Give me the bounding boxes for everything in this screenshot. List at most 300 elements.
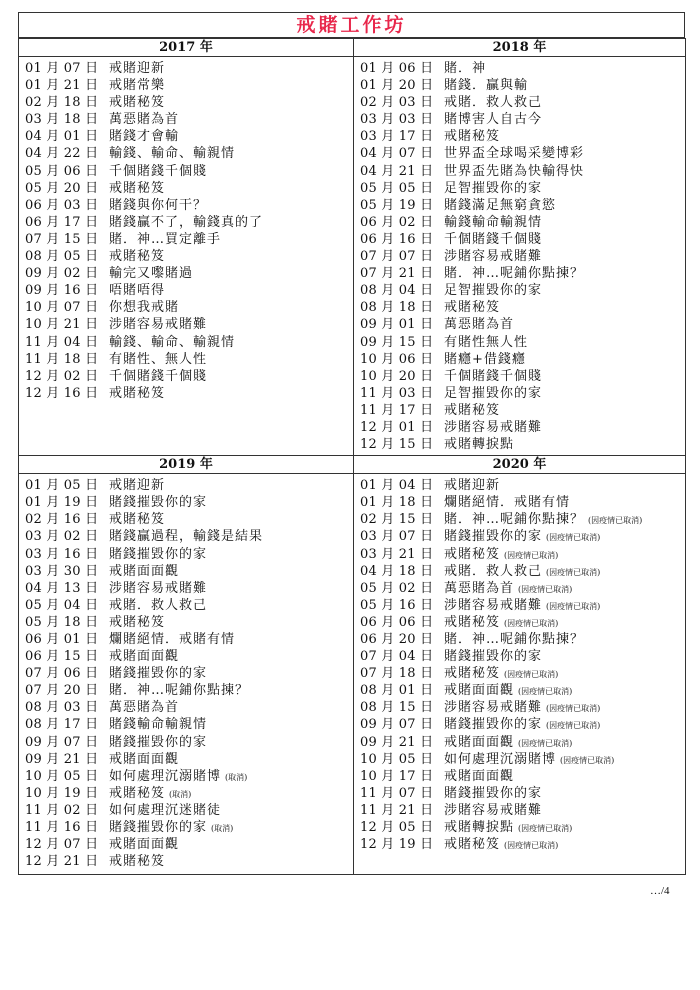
session-note: (取消) xyxy=(211,824,234,834)
session-row xyxy=(25,511,353,528)
session-row xyxy=(25,231,353,248)
session-row xyxy=(25,197,353,214)
session-topic: 千個賭錢千個賤 xyxy=(109,368,208,384)
session-row xyxy=(360,334,685,351)
session-note: (取消) xyxy=(169,789,192,799)
session-row xyxy=(25,368,353,385)
session-date: 11 月 07 日 xyxy=(360,785,434,801)
session-date: 12 月 07 日 xyxy=(25,837,99,853)
session-topic: 有賭性、無人性 xyxy=(109,351,208,367)
session-date: 04 月 01 日 xyxy=(25,129,99,145)
session-topic: 戒賭秘笈 xyxy=(109,95,166,111)
session-row xyxy=(25,94,353,111)
session-topic: 賭．神…買定離手 xyxy=(109,231,222,247)
session-topic: 戒賭迎新 xyxy=(444,478,501,494)
session-row xyxy=(360,60,685,77)
session-row xyxy=(360,648,685,665)
session-topic: 足智摧毀你的家 xyxy=(444,180,543,196)
session-topic: 戒賭面面觀 xyxy=(109,649,180,665)
session-row xyxy=(360,436,685,453)
session-row xyxy=(25,477,353,494)
session-row xyxy=(360,111,685,128)
session-row xyxy=(360,682,685,699)
grid-row-top xyxy=(19,39,686,456)
session-topic: 賭．神 xyxy=(444,61,487,76)
session-date: 08 月 17 日 xyxy=(25,717,99,733)
session-date: 04 月 21 日 xyxy=(360,163,434,179)
session-row xyxy=(360,128,685,145)
session-topic: 戒賭秘笈 xyxy=(109,785,166,801)
session-date: 12 月 05 日 xyxy=(360,820,434,836)
session-date: 01 月 05 日 xyxy=(25,478,99,494)
session-list xyxy=(19,57,353,404)
session-row xyxy=(360,402,685,419)
session-row xyxy=(360,699,685,716)
session-date: 01 月 19 日 xyxy=(25,495,99,511)
session-date: 07 月 20 日 xyxy=(25,683,99,699)
session-date: 07 月 07 日 xyxy=(360,249,434,265)
session-note: (因疫情已取消) xyxy=(504,841,559,851)
session-date: 04 月 13 日 xyxy=(25,580,99,596)
session-topic: 輸錢、輸命、輸親情 xyxy=(109,334,236,350)
session-date: 03 月 21 日 xyxy=(360,546,434,562)
session-row xyxy=(360,368,685,385)
session-date: 08 月 05 日 xyxy=(25,249,99,265)
session-topic: 戒賭．救人救己 xyxy=(109,597,208,613)
year-block-2017 xyxy=(19,39,354,456)
year-heading: 2017 年 xyxy=(19,39,353,57)
session-row xyxy=(25,128,353,145)
session-date: 07 月 15 日 xyxy=(25,231,99,247)
session-topic: 賭．神…呢鋪你點揀？ xyxy=(444,266,585,282)
session-note: (取消) xyxy=(225,772,248,782)
session-note: (因疫情已取消) xyxy=(546,533,601,543)
session-date: 10 月 07 日 xyxy=(25,300,99,316)
session-date: 09 月 21 日 xyxy=(25,751,99,767)
session-date: 06 月 16 日 xyxy=(360,231,434,247)
year-block-2020 xyxy=(354,456,686,875)
session-date: 05 月 18 日 xyxy=(25,614,99,630)
session-topic: 賭錢摧毀你的家 xyxy=(444,529,543,545)
session-row xyxy=(360,802,685,819)
session-topic: 戒賭秘笈 xyxy=(444,546,501,562)
session-date: 05 月 02 日 xyxy=(360,580,434,596)
session-topic: 世界盃全球喝采變博彩 xyxy=(444,146,585,162)
session-topic: 爛賭絕情．戒賭有情 xyxy=(444,495,571,511)
session-date: 09 月 15 日 xyxy=(360,334,434,350)
session-date: 06 月 17 日 xyxy=(25,214,99,230)
session-date: 11 月 16 日 xyxy=(25,820,99,836)
session-topic: 賭錢才會輸 xyxy=(109,129,180,145)
session-row xyxy=(25,299,353,316)
session-topic: 賭錢輸命輸親情 xyxy=(109,717,208,733)
session-date: 11 月 17 日 xyxy=(360,402,434,418)
session-date: 07 月 06 日 xyxy=(25,666,99,682)
session-date: 05 月 19 日 xyxy=(360,197,434,213)
year-heading: 2018 年 xyxy=(354,39,685,57)
session-row xyxy=(360,785,685,802)
session-row xyxy=(25,716,353,733)
session-note: (因疫情已取消) xyxy=(518,584,573,594)
session-topic: 賭．神…呢鋪你點揀？ xyxy=(444,632,585,647)
session-row xyxy=(360,214,685,231)
session-row xyxy=(360,231,685,248)
year-heading: 2020 年 xyxy=(354,456,685,474)
session-date: 01 月 07 日 xyxy=(25,61,99,76)
session-date: 07 月 18 日 xyxy=(360,666,434,682)
session-row xyxy=(25,819,353,836)
session-topic: 有賭性無人性 xyxy=(444,334,529,350)
session-row xyxy=(360,265,685,282)
session-topic: 萬惡賭為首 xyxy=(109,112,180,128)
session-topic: 戒賭秘笈 xyxy=(444,129,501,145)
session-topic: 戒賭秘笈 xyxy=(444,666,501,682)
session-list xyxy=(354,474,685,855)
session-topic: 賭錢滿足無窮貪慾 xyxy=(444,197,557,213)
session-date: 10 月 17 日 xyxy=(360,768,434,784)
session-row xyxy=(25,614,353,631)
session-topic: 戒賭面面觀 xyxy=(444,768,515,784)
session-topic: 世界盃先賭為快輸得快 xyxy=(444,163,585,179)
session-topic: 賭錢贏不了，輸錢真的了 xyxy=(109,214,264,230)
session-date: 07 月 21 日 xyxy=(360,266,434,282)
session-date: 12 月 19 日 xyxy=(360,837,434,853)
session-topic: 涉賭容易戒賭難 xyxy=(444,419,543,435)
session-topic: 戒賭秘笈 xyxy=(109,614,166,630)
session-row xyxy=(360,597,685,614)
session-date: 08 月 03 日 xyxy=(25,700,99,716)
session-date: 01 月 06 日 xyxy=(360,61,434,76)
session-row xyxy=(25,734,353,751)
session-row xyxy=(360,419,685,436)
session-topic: 涉賭容易戒賭難 xyxy=(109,317,208,333)
session-date: 02 月 03 日 xyxy=(360,95,434,111)
session-date: 08 月 15 日 xyxy=(360,700,434,716)
session-date: 09 月 16 日 xyxy=(25,283,99,299)
session-date: 11 月 21 日 xyxy=(360,802,434,818)
session-row xyxy=(25,802,353,819)
session-row xyxy=(360,819,685,836)
session-row xyxy=(25,145,353,162)
session-topic: 賭錢贏過程，輸錢是結果 xyxy=(109,529,264,545)
session-date: 11 月 18 日 xyxy=(25,351,99,367)
session-date: 09 月 21 日 xyxy=(360,734,434,750)
session-row xyxy=(25,60,353,77)
schedule-grid xyxy=(18,38,686,875)
session-topic: 輸完又嚟賭過 xyxy=(109,266,194,282)
session-topic: 足智摧毀你的家 xyxy=(444,385,543,401)
session-date: 12 月 21 日 xyxy=(25,854,99,870)
session-topic: 賭錢摧毀你的家 xyxy=(109,666,208,682)
session-row xyxy=(360,316,685,333)
session-topic: 涉賭容易戒賭難 xyxy=(444,249,543,265)
session-date: 09 月 01 日 xyxy=(360,317,434,333)
session-row xyxy=(360,528,685,545)
session-row xyxy=(360,77,685,94)
session-row xyxy=(25,768,353,785)
session-row xyxy=(360,163,685,180)
session-row xyxy=(25,853,353,870)
session-row xyxy=(25,111,353,128)
session-topic: 戒賭．救人救己 xyxy=(444,563,543,579)
session-topic: 戒賭秘笈 xyxy=(444,837,501,853)
session-row xyxy=(25,648,353,665)
session-date: 03 月 17 日 xyxy=(360,129,434,145)
session-note: (因疫情已取消) xyxy=(546,567,601,577)
session-topic: 涉賭容易戒賭難 xyxy=(444,802,543,818)
session-topic: 萬惡賭為首 xyxy=(109,700,180,716)
session-row xyxy=(25,699,353,716)
session-topic: 戒賭秘笈 xyxy=(444,614,501,630)
session-topic: 戒賭面面觀 xyxy=(444,683,515,699)
session-date: 09 月 02 日 xyxy=(25,266,99,282)
session-row xyxy=(360,145,685,162)
session-date: 03 月 16 日 xyxy=(25,546,99,562)
session-date: 05 月 04 日 xyxy=(25,597,99,613)
year-heading: 2019 年 xyxy=(19,456,353,474)
year-block-2018 xyxy=(354,39,686,456)
session-row xyxy=(360,580,685,597)
session-topic: 賭錢與你何干？ xyxy=(109,197,208,213)
session-row xyxy=(25,351,353,368)
session-topic: 戒賭面面觀 xyxy=(444,734,515,750)
session-row xyxy=(360,716,685,733)
session-row xyxy=(360,385,685,402)
session-row xyxy=(360,511,685,528)
session-date: 03 月 18 日 xyxy=(25,112,99,128)
session-topic: 涉賭容易戒賭難 xyxy=(444,700,543,716)
session-topic: 如何處理沉迷賭徒 xyxy=(109,802,222,818)
session-row xyxy=(360,248,685,265)
session-date: 11 月 03 日 xyxy=(360,385,434,401)
session-topic: 戒賭面面觀 xyxy=(109,563,180,579)
session-date: 12 月 15 日 xyxy=(360,437,434,453)
session-date: 01 月 21 日 xyxy=(25,78,99,94)
session-date: 03 月 03 日 xyxy=(360,112,434,128)
session-row xyxy=(25,682,353,699)
session-topic: 足智摧毀你的家 xyxy=(444,283,543,299)
session-date: 06 月 02 日 xyxy=(360,214,434,230)
session-date: 04 月 07 日 xyxy=(360,146,434,162)
session-date: 10 月 21 日 xyxy=(25,317,99,333)
session-topic: 萬惡賭為首 xyxy=(444,580,515,596)
session-row xyxy=(25,316,353,333)
session-date: 10 月 20 日 xyxy=(360,368,434,384)
session-list xyxy=(19,474,353,872)
session-row xyxy=(360,734,685,751)
session-topic: 爛賭絕情．戒賭有情 xyxy=(109,632,236,647)
session-topic: 賭錢摧毀你的家 xyxy=(444,717,543,733)
session-topic: 賭錢摧毀你的家 xyxy=(109,820,208,836)
session-date: 05 月 06 日 xyxy=(25,163,99,179)
session-date: 12 月 02 日 xyxy=(25,368,99,384)
session-row xyxy=(360,282,685,299)
session-row xyxy=(25,563,353,580)
session-row xyxy=(25,836,353,853)
session-row xyxy=(360,477,685,494)
grid-row-bottom xyxy=(19,456,686,875)
session-date: 02 月 15 日 xyxy=(360,512,434,528)
session-topic: 涉賭容易戒賭難 xyxy=(444,597,543,613)
session-date: 01 月 18 日 xyxy=(360,495,434,511)
session-date: 05 月 05 日 xyxy=(360,180,434,196)
session-row xyxy=(25,528,353,545)
session-row xyxy=(360,94,685,111)
session-date: 01 月 20 日 xyxy=(360,78,434,94)
session-topic: 戒賭轉捩點 xyxy=(444,820,515,836)
page-number: …/4 xyxy=(650,885,670,897)
session-topic: 輸錢、輸命、輸親情 xyxy=(109,146,236,162)
session-topic: 如何處理沉溺賭博 xyxy=(109,768,222,784)
session-date: 10 月 06 日 xyxy=(360,351,434,367)
session-topic: 戒賭迎新 xyxy=(109,478,166,494)
session-date: 12 月 16 日 xyxy=(25,385,99,401)
session-topic: 賭博害人自古今 xyxy=(444,112,543,128)
session-topic: 戒賭面面觀 xyxy=(109,751,180,767)
session-date: 09 月 07 日 xyxy=(25,734,99,750)
session-row xyxy=(25,665,353,682)
session-topic: 賭錢摧毀你的家 xyxy=(109,734,208,750)
session-date: 04 月 18 日 xyxy=(360,563,434,579)
session-topic: 戒賭秘笈 xyxy=(109,180,166,196)
session-date: 09 月 07 日 xyxy=(360,717,434,733)
session-note: (因疫情已取消) xyxy=(588,516,643,526)
session-date: 06 月 03 日 xyxy=(25,197,99,213)
session-row xyxy=(25,180,353,197)
session-topic: 戒賭秘笈 xyxy=(444,300,501,316)
session-date: 02 月 18 日 xyxy=(25,95,99,111)
session-row xyxy=(360,546,685,563)
session-topic: 戒賭轉捩點 xyxy=(444,437,515,453)
session-row xyxy=(25,785,353,802)
session-row xyxy=(360,665,685,682)
session-topic: 賭癮+借錢癮 xyxy=(444,351,526,367)
session-note: (因疫情已取消) xyxy=(560,755,615,765)
session-topic: 唔賭唔得 xyxy=(109,283,166,299)
session-row xyxy=(25,265,353,282)
session-topic: 戒賭迎新 xyxy=(109,61,166,76)
session-row xyxy=(360,494,685,511)
session-row xyxy=(25,334,353,351)
session-row xyxy=(360,351,685,368)
session-row xyxy=(25,494,353,511)
session-list xyxy=(354,57,685,455)
session-topic: 戒賭秘笈 xyxy=(444,402,501,418)
session-topic: 千個賭錢千個賤 xyxy=(444,231,543,247)
session-note: (因疫情已取消) xyxy=(504,550,559,560)
session-row xyxy=(25,597,353,614)
session-topic: 你想我戒賭 xyxy=(109,300,180,316)
session-topic: 涉賭容易戒賭難 xyxy=(109,580,208,596)
page-title: 戒賭工作坊 xyxy=(18,12,685,38)
session-date: 10 月 19 日 xyxy=(25,785,99,801)
session-date: 06 月 01 日 xyxy=(25,632,99,647)
session-date: 04 月 22 日 xyxy=(25,146,99,162)
session-row xyxy=(360,299,685,316)
session-row xyxy=(25,751,353,768)
session-row xyxy=(25,631,353,648)
session-date: 06 月 15 日 xyxy=(25,649,99,665)
session-topic: 如何處理沉溺賭博 xyxy=(444,751,557,767)
schedule-sheet xyxy=(18,12,685,882)
session-row xyxy=(360,614,685,631)
session-row xyxy=(360,768,685,785)
session-date: 03 月 30 日 xyxy=(25,563,99,579)
session-topic: 輸錢輸命輸親情 xyxy=(444,214,543,230)
session-note: (因疫情已取消) xyxy=(504,618,559,628)
session-topic: 千個賭錢千個賤 xyxy=(109,163,208,179)
session-row xyxy=(25,248,353,265)
session-row xyxy=(25,77,353,94)
session-date: 07 月 04 日 xyxy=(360,649,434,665)
session-date: 03 月 02 日 xyxy=(25,529,99,545)
session-date: 05 月 20 日 xyxy=(25,180,99,196)
session-row xyxy=(360,631,685,648)
session-date: 11 月 04 日 xyxy=(25,334,99,350)
session-topic: 賭錢．贏與輸 xyxy=(444,78,529,94)
session-topic: 戒賭秘笈 xyxy=(109,512,166,528)
session-topic: 戒賭秘笈 xyxy=(109,249,166,265)
session-row xyxy=(25,282,353,299)
session-date: 01 月 04 日 xyxy=(360,478,434,494)
session-row xyxy=(25,214,353,231)
session-date: 03 月 07 日 xyxy=(360,529,434,545)
session-topic: 賭錢摧毀你的家 xyxy=(109,546,208,562)
session-topic: 戒賭．救人救己 xyxy=(444,95,543,111)
session-topic: 賭錢摧毀你的家 xyxy=(444,785,543,801)
session-row xyxy=(360,180,685,197)
session-topic: 戒賭秘笈 xyxy=(109,385,166,401)
session-note: (因疫情已取消) xyxy=(546,721,601,731)
session-note: (因疫情已取消) xyxy=(518,824,573,834)
session-row xyxy=(25,580,353,597)
session-note: (因疫情已取消) xyxy=(518,738,573,748)
session-row xyxy=(25,546,353,563)
session-row xyxy=(360,563,685,580)
session-topic: 賭．神…呢鋪你點揀？ xyxy=(444,512,585,528)
session-date: 05 月 16 日 xyxy=(360,597,434,613)
session-row xyxy=(25,163,353,180)
session-date: 06 月 20 日 xyxy=(360,632,434,647)
year-block-2019 xyxy=(19,456,354,875)
session-note: (因疫情已取消) xyxy=(546,601,601,611)
session-date: 10 月 05 日 xyxy=(25,768,99,784)
session-topic: 賭．神…呢鋪你點揀？ xyxy=(109,683,250,699)
session-row xyxy=(360,836,685,853)
session-note: (因疫情已取消) xyxy=(504,670,559,680)
session-note: (因疫情已取消) xyxy=(518,687,573,697)
session-date: 11 月 02 日 xyxy=(25,802,99,818)
session-date: 12 月 01 日 xyxy=(360,419,434,435)
session-topic: 賭錢摧毀你的家 xyxy=(444,649,543,665)
session-date: 02 月 16 日 xyxy=(25,512,99,528)
session-topic: 戒賭常樂 xyxy=(109,78,166,94)
session-row xyxy=(25,385,353,402)
session-note: (因疫情已取消) xyxy=(546,704,601,714)
session-date: 10 月 05 日 xyxy=(360,751,434,767)
session-date: 08 月 04 日 xyxy=(360,283,434,299)
session-topic: 戒賭秘笈 xyxy=(109,854,166,870)
session-date: 06 月 06 日 xyxy=(360,614,434,630)
session-topic: 萬惡賭為首 xyxy=(444,317,515,333)
session-row xyxy=(360,197,685,214)
session-topic: 千個賭錢千個賤 xyxy=(444,368,543,384)
session-date: 08 月 18 日 xyxy=(360,300,434,316)
session-topic: 戒賭面面觀 xyxy=(109,837,180,853)
session-date: 08 月 01 日 xyxy=(360,683,434,699)
session-row xyxy=(360,751,685,768)
session-topic: 賭錢摧毀你的家 xyxy=(109,495,208,511)
